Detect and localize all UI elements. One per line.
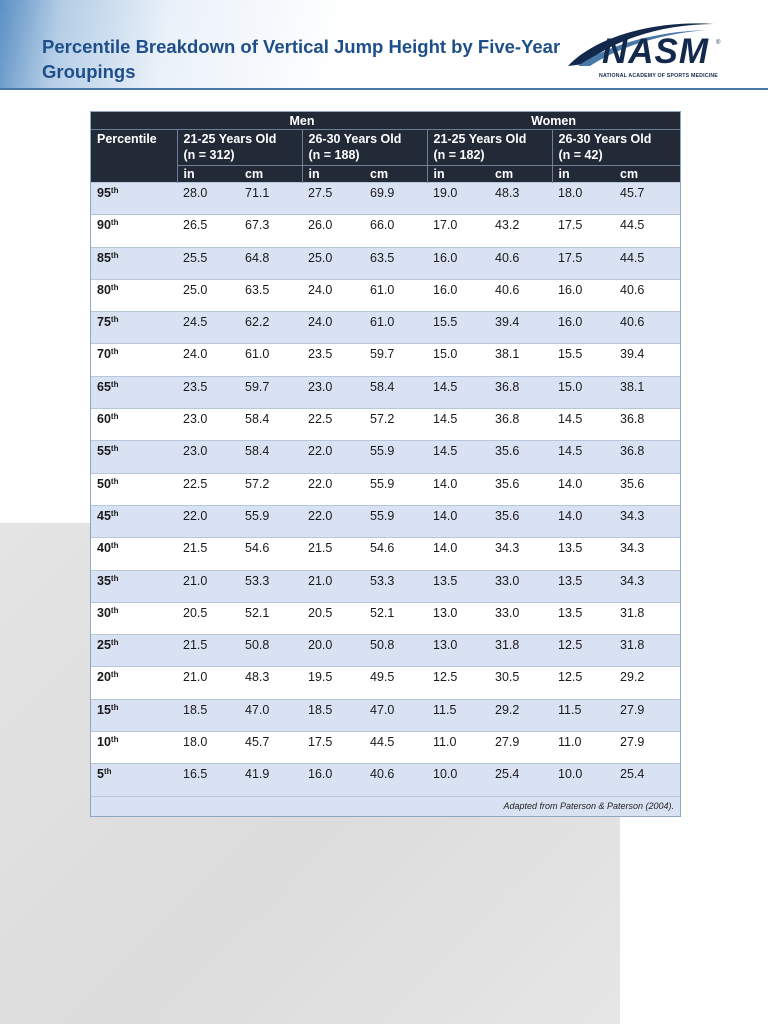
value-in-cell: 14.5	[427, 409, 489, 441]
value-cm-cell: 52.1	[239, 602, 302, 634]
logo-wordmark: NASM	[602, 32, 710, 71]
table-body	[91, 183, 680, 797]
percentile-number: 35	[97, 573, 111, 588]
percentile-number: 45	[97, 508, 111, 523]
header-age: 21-25 Years Old	[433, 132, 527, 146]
percentile-cell	[91, 441, 177, 473]
value-in-cell: 15.0	[552, 376, 614, 408]
value-in-cell: 16.0	[552, 279, 614, 311]
value-cm-cell: 58.4	[239, 409, 302, 441]
value-in-cell: 16.0	[427, 247, 489, 279]
header-n: (n = 188)	[308, 148, 360, 162]
value-in-cell: 23.0	[177, 409, 239, 441]
value-cm-cell: 36.8	[489, 409, 552, 441]
value-cm-cell: 59.7	[239, 376, 302, 408]
value-cm-cell: 62.2	[239, 312, 302, 344]
value-in-cell: 24.0	[177, 344, 239, 376]
logo-trademark: ®	[716, 40, 721, 46]
nasm-logo	[566, 16, 726, 86]
value-cm-cell: 63.5	[364, 247, 427, 279]
value-cm-cell: 55.9	[364, 505, 427, 537]
header-percentile: Percentile	[91, 130, 177, 183]
percentile-suffix: th	[110, 444, 119, 454]
percentile-suffix: th	[110, 347, 119, 357]
page-title: Percentile Breakdown of Vertical Jump Height by Five-Year Groupings	[42, 36, 561, 82]
percentile-cell	[91, 376, 177, 408]
unit-in: in	[427, 166, 489, 183]
value-cm-cell: 54.6	[239, 538, 302, 570]
value-cm-cell: 34.3	[614, 570, 680, 602]
value-in-cell: 20.5	[177, 602, 239, 634]
table-row	[91, 635, 680, 667]
percentile-suffix: th	[110, 186, 119, 195]
value-cm-cell: 39.4	[489, 312, 552, 344]
value-in-cell: 12.5	[427, 667, 489, 699]
value-in-cell: 17.5	[552, 215, 614, 247]
value-in-cell: 27.5	[302, 183, 364, 215]
value-in-cell: 21.5	[177, 635, 239, 667]
header-women-21-25	[427, 130, 552, 166]
value-cm-cell: 38.1	[614, 376, 680, 408]
unit-cm: cm	[489, 166, 552, 183]
value-cm-cell: 44.5	[364, 732, 427, 764]
value-cm-cell: 61.0	[364, 312, 427, 344]
value-cm-cell: 31.8	[614, 635, 680, 667]
table-row	[91, 344, 680, 376]
percentile-number: 50	[97, 476, 111, 491]
value-cm-cell: 44.5	[614, 247, 680, 279]
percentile-number: 25	[97, 638, 111, 653]
header-columns-row	[91, 130, 680, 166]
value-cm-cell: 54.6	[364, 538, 427, 570]
value-cm-cell: 61.0	[364, 279, 427, 311]
value-cm-cell: 49.5	[364, 667, 427, 699]
value-in-cell: 13.0	[427, 602, 489, 634]
value-cm-cell: 31.8	[614, 602, 680, 634]
header-men-21-25	[177, 130, 302, 166]
percentile-cell	[91, 602, 177, 634]
value-cm-cell: 34.3	[614, 538, 680, 570]
value-in-cell: 20.5	[302, 602, 364, 634]
table-row	[91, 279, 680, 311]
percentile-suffix: th	[110, 702, 119, 712]
value-cm-cell: 27.9	[614, 699, 680, 731]
percentile-number: 30	[97, 605, 111, 620]
percentile-cell	[91, 667, 177, 699]
unit-cm: cm	[364, 166, 427, 183]
value-in-cell: 16.0	[302, 764, 364, 796]
value-cm-cell: 40.6	[489, 247, 552, 279]
value-cm-cell: 55.9	[364, 473, 427, 505]
value-cm-cell: 33.0	[489, 602, 552, 634]
value-cm-cell: 25.4	[614, 764, 680, 796]
percentile-suffix: th	[110, 379, 119, 389]
value-cm-cell: 44.5	[614, 215, 680, 247]
header-age: 21-25 Years Old	[183, 132, 277, 146]
value-in-cell: 19.5	[302, 667, 364, 699]
value-cm-cell: 34.3	[614, 505, 680, 537]
percentile-cell	[91, 409, 177, 441]
value-in-cell: 10.0	[552, 764, 614, 796]
percentile-cell	[91, 279, 177, 311]
percentile-suffix: th	[110, 282, 119, 292]
percentile-cell	[91, 538, 177, 570]
value-cm-cell: 31.8	[489, 635, 552, 667]
value-cm-cell: 45.7	[239, 732, 302, 764]
value-in-cell: 16.0	[552, 312, 614, 344]
percentile-suffix: th	[110, 476, 119, 486]
percentile-number: 85	[97, 250, 111, 265]
value-cm-cell: 50.8	[239, 635, 302, 667]
percentile-number: 95	[97, 186, 111, 200]
header-women-26-30	[552, 130, 680, 166]
table-row	[91, 764, 680, 796]
value-in-cell: 14.0	[427, 473, 489, 505]
value-in-cell: 18.0	[177, 732, 239, 764]
value-cm-cell: 50.8	[364, 635, 427, 667]
value-cm-cell: 43.2	[489, 215, 552, 247]
value-cm-cell: 39.4	[614, 344, 680, 376]
value-cm-cell: 40.6	[614, 279, 680, 311]
table-row	[91, 732, 680, 764]
value-cm-cell: 27.9	[489, 732, 552, 764]
percentile-cell	[91, 215, 177, 247]
value-in-cell: 25.0	[177, 279, 239, 311]
percentile-number: 20	[97, 670, 111, 685]
value-cm-cell: 57.2	[364, 409, 427, 441]
table-row	[91, 183, 680, 215]
value-in-cell: 14.5	[427, 376, 489, 408]
value-in-cell: 11.5	[427, 699, 489, 731]
percentile-number: 15	[97, 702, 111, 717]
value-in-cell: 11.0	[427, 732, 489, 764]
value-in-cell: 25.5	[177, 247, 239, 279]
table-row	[91, 247, 680, 279]
percentile-suffix: th	[110, 250, 119, 260]
percentile-number: 55	[97, 444, 111, 459]
footnote: Adapted from Paterson & Paterson (2004).	[91, 796, 680, 816]
value-in-cell: 17.5	[302, 732, 364, 764]
value-in-cell: 13.5	[552, 602, 614, 634]
value-cm-cell: 40.6	[614, 312, 680, 344]
value-in-cell: 16.5	[177, 764, 239, 796]
unit-cm: cm	[614, 166, 680, 183]
value-cm-cell: 38.1	[489, 344, 552, 376]
value-in-cell: 14.0	[552, 473, 614, 505]
value-in-cell: 21.0	[177, 667, 239, 699]
value-in-cell: 13.0	[427, 635, 489, 667]
value-in-cell: 21.5	[177, 538, 239, 570]
percentile-number: 65	[97, 379, 111, 394]
value-cm-cell: 40.6	[489, 279, 552, 311]
value-cm-cell: 47.0	[239, 699, 302, 731]
percentile-cell	[91, 312, 177, 344]
table-row	[91, 699, 680, 731]
percentile-cell	[91, 570, 177, 602]
percentile-suffix: th	[110, 638, 119, 648]
value-in-cell: 23.5	[177, 376, 239, 408]
value-cm-cell: 53.3	[239, 570, 302, 602]
percentile-cell	[91, 764, 177, 796]
value-in-cell: 15.5	[552, 344, 614, 376]
footnote-row	[91, 796, 680, 816]
percentile-suffix: th	[110, 605, 119, 615]
value-cm-cell: 53.3	[364, 570, 427, 602]
percentile-number: 80	[97, 282, 111, 297]
value-in-cell: 22.5	[177, 473, 239, 505]
percentile-cell	[91, 699, 177, 731]
value-in-cell: 25.0	[302, 247, 364, 279]
value-in-cell: 21.5	[302, 538, 364, 570]
value-cm-cell: 55.9	[239, 505, 302, 537]
value-cm-cell: 63.5	[239, 279, 302, 311]
unit-in: in	[552, 166, 614, 183]
header-blank	[91, 112, 177, 130]
header-n: (n = 42)	[558, 148, 603, 162]
value-in-cell: 11.5	[552, 699, 614, 731]
table-row	[91, 602, 680, 634]
value-in-cell: 10.0	[427, 764, 489, 796]
percentile-suffix: th	[110, 315, 119, 325]
value-cm-cell: 25.4	[489, 764, 552, 796]
value-in-cell: 24.0	[302, 312, 364, 344]
value-in-cell: 15.5	[427, 312, 489, 344]
value-in-cell: 13.5	[552, 538, 614, 570]
header-age: 26-30 Years Old	[558, 132, 652, 146]
header-age: 26-30 Years Old	[308, 132, 402, 146]
value-cm-cell: 58.4	[239, 441, 302, 473]
value-in-cell: 18.5	[177, 699, 239, 731]
percentile-number: 90	[97, 218, 111, 233]
value-in-cell: 17.0	[427, 215, 489, 247]
percentile-cell	[91, 183, 177, 215]
value-in-cell: 16.0	[427, 279, 489, 311]
unit-in: in	[177, 166, 239, 183]
value-cm-cell: 64.8	[239, 247, 302, 279]
value-in-cell: 21.0	[177, 570, 239, 602]
header-group-row	[91, 112, 680, 130]
percentile-suffix: th	[110, 508, 119, 518]
value-cm-cell: 30.5	[489, 667, 552, 699]
value-in-cell: 15.0	[427, 344, 489, 376]
value-cm-cell: 36.8	[489, 376, 552, 408]
value-in-cell: 18.5	[302, 699, 364, 731]
value-in-cell: 14.5	[552, 441, 614, 473]
value-in-cell: 24.0	[302, 279, 364, 311]
value-cm-cell: 67.3	[239, 215, 302, 247]
value-in-cell: 13.5	[552, 570, 614, 602]
value-cm-cell: 66.0	[364, 215, 427, 247]
value-cm-cell: 69.9	[364, 183, 427, 215]
unit-in: in	[302, 166, 364, 183]
logo-subtext: NATIONAL ACADEMY OF SPORTS MEDICINE	[599, 73, 718, 79]
percentile-number: 40	[97, 541, 111, 556]
header-men-26-30	[302, 130, 427, 166]
value-cm-cell: 35.6	[489, 441, 552, 473]
percentile-number: 75	[97, 315, 111, 330]
percentile-cell	[91, 635, 177, 667]
value-in-cell: 18.0	[552, 183, 614, 215]
value-cm-cell: 57.2	[239, 473, 302, 505]
value-in-cell: 22.0	[177, 505, 239, 537]
value-in-cell: 26.5	[177, 215, 239, 247]
value-in-cell: 11.0	[552, 732, 614, 764]
value-in-cell: 12.5	[552, 635, 614, 667]
unit-cm: cm	[239, 166, 302, 183]
value-in-cell: 22.5	[302, 409, 364, 441]
value-cm-cell: 52.1	[364, 602, 427, 634]
page-header	[0, 0, 768, 90]
table-row	[91, 441, 680, 473]
table-row	[91, 505, 680, 537]
value-in-cell: 14.0	[427, 505, 489, 537]
percentile-suffix: th	[110, 218, 119, 228]
header-men: Men	[177, 112, 427, 130]
value-cm-cell: 48.3	[489, 183, 552, 215]
value-cm-cell: 35.6	[489, 473, 552, 505]
value-cm-cell: 61.0	[239, 344, 302, 376]
table-row	[91, 570, 680, 602]
header-n: (n = 182)	[433, 148, 485, 162]
value-cm-cell: 29.2	[489, 699, 552, 731]
table-row	[91, 667, 680, 699]
value-cm-cell: 47.0	[364, 699, 427, 731]
value-cm-cell: 71.1	[239, 183, 302, 215]
header-units-row	[91, 166, 680, 183]
value-in-cell: 14.0	[427, 538, 489, 570]
percentile-suffix: th	[110, 541, 119, 551]
header-n: (n = 312)	[183, 148, 235, 162]
value-cm-cell: 36.8	[614, 441, 680, 473]
table-row	[91, 215, 680, 247]
value-cm-cell: 59.7	[364, 344, 427, 376]
value-cm-cell: 40.6	[364, 764, 427, 796]
value-cm-cell: 55.9	[364, 441, 427, 473]
percentile-cell	[91, 247, 177, 279]
value-in-cell: 14.5	[427, 441, 489, 473]
value-in-cell: 24.5	[177, 312, 239, 344]
percentile-number: 70	[97, 347, 111, 362]
percentile-number: 10	[97, 735, 111, 750]
header-women: Women	[427, 112, 680, 130]
value-in-cell: 23.5	[302, 344, 364, 376]
value-in-cell: 23.0	[177, 441, 239, 473]
percentile-cell	[91, 344, 177, 376]
percentile-number: 5	[97, 767, 104, 782]
percentile-suffix: th	[110, 573, 119, 583]
value-cm-cell: 36.8	[614, 409, 680, 441]
percentile-suffix: th	[103, 767, 112, 777]
percentile-number: 60	[97, 412, 111, 427]
value-cm-cell: 35.6	[614, 473, 680, 505]
percentile-suffix: th	[110, 735, 119, 745]
value-cm-cell: 35.6	[489, 505, 552, 537]
value-in-cell: 13.5	[427, 570, 489, 602]
value-cm-cell: 29.2	[614, 667, 680, 699]
value-in-cell: 20.0	[302, 635, 364, 667]
value-in-cell: 19.0	[427, 183, 489, 215]
table-row	[91, 376, 680, 408]
table-row	[91, 473, 680, 505]
percentile-cell	[91, 505, 177, 537]
value-in-cell: 12.5	[552, 667, 614, 699]
value-in-cell: 14.5	[552, 409, 614, 441]
vertical-jump-table	[90, 111, 681, 817]
value-in-cell: 22.0	[302, 441, 364, 473]
value-cm-cell: 41.9	[239, 764, 302, 796]
value-in-cell: 22.0	[302, 473, 364, 505]
percentile-cell	[91, 732, 177, 764]
table-row	[91, 312, 680, 344]
value-in-cell: 21.0	[302, 570, 364, 602]
table-row	[91, 538, 680, 570]
value-in-cell: 22.0	[302, 505, 364, 537]
value-cm-cell: 34.3	[489, 538, 552, 570]
value-in-cell: 17.5	[552, 247, 614, 279]
percentile-suffix: th	[110, 412, 119, 422]
percentile-suffix: th	[110, 670, 119, 680]
value-cm-cell: 45.7	[614, 183, 680, 215]
value-in-cell: 28.0	[177, 183, 239, 215]
value-cm-cell: 27.9	[614, 732, 680, 764]
value-cm-cell: 48.3	[239, 667, 302, 699]
percentile-cell	[91, 473, 177, 505]
table-row	[91, 409, 680, 441]
value-in-cell: 14.0	[552, 505, 614, 537]
value-in-cell: 23.0	[302, 376, 364, 408]
value-cm-cell: 33.0	[489, 570, 552, 602]
value-cm-cell: 58.4	[364, 376, 427, 408]
value-in-cell: 26.0	[302, 215, 364, 247]
